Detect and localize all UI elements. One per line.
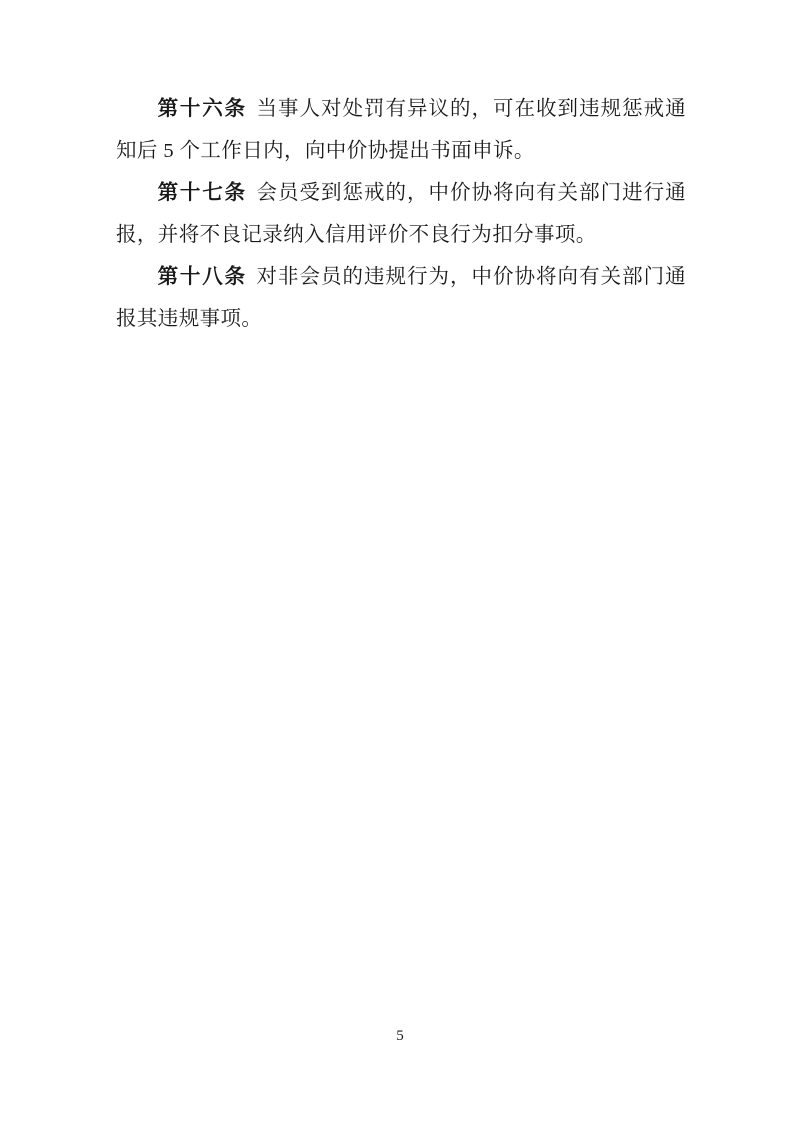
page-number: 5: [396, 1028, 404, 1044]
paragraph-article-16: [116, 88, 686, 172]
paragraph-article-17: [116, 172, 686, 256]
document-body: [116, 88, 686, 340]
paragraph-text-16: 当事人对处罚有异议的，可在收到违规惩戒通知后 5 个工作日内，向中价协提出书面申诉。: [116, 98, 686, 162]
article-number-17: 第十七条: [157, 182, 247, 204]
paragraph-article-18: [116, 256, 686, 340]
paragraph-text-18: 对非会员的违规行为，中价协将向有关部门通报其违规事项。: [116, 266, 686, 330]
paragraph-text-17: 会员受到惩戒的，中价协将向有关部门进行通报，并将不良记录纳入信用评价不良行为扣分事项。: [116, 182, 686, 246]
article-number-18: 第十八条: [157, 266, 247, 288]
article-number-16: 第十六条: [157, 98, 247, 120]
